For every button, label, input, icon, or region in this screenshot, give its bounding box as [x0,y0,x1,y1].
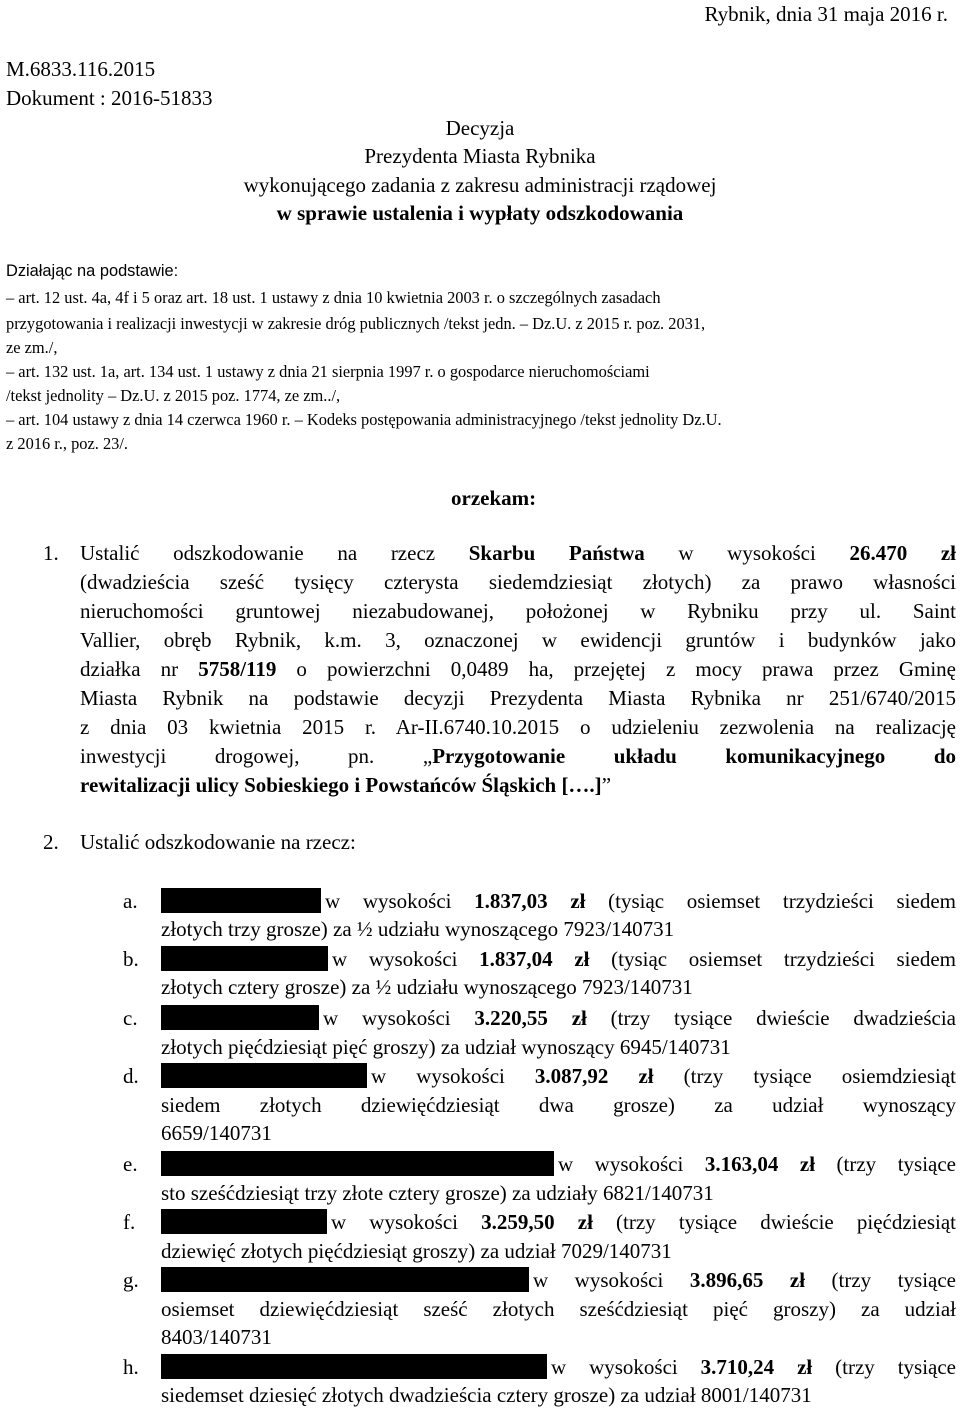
basis-line: – art. 132 ust. 1a, art. 134 ust. 1 ustawy z dnia 21 sierpnia 1997 r. o gospodarce nieruchomościami [6,362,650,381]
item-letter: e. [123,1152,138,1176]
point-1-line: działka nr 5758/119 o powierzchni 0,0489 ha, przejętej z mocy prawa przez Gminę [80,657,957,681]
item-letter: b. [123,947,139,971]
point-1-number: 1. [43,541,59,565]
item-letter: g. [123,1268,139,1292]
redaction-bar [161,1267,529,1292]
redaction-bar [161,1063,367,1088]
title-subject: w sprawie ustalenia i wypłaty odszkodowania [276,201,684,225]
item-line: siedem złotych dziewięćdziesiąt dwa grosze) za udział wynoszący [161,1093,956,1117]
redaction-bar [161,1354,547,1379]
point-1-line: (dwadzieścia sześć tysięcy czterysta siedemdziesiąt złotych) za prawo własności [80,570,956,594]
item-letter: c. [123,1006,138,1030]
item-line: osiemset dziewięćdziesiąt sześć złotych sześćdziesiąt pięć groszy) za udział [161,1297,956,1321]
item-line: w wysokości 3.163,04 zł (trzy tysiące [558,1152,956,1176]
point-1-line: rewitalizacji ulicy Sobieskiego i Powstańców Śląskich [….]” [80,773,612,797]
case-number: M.6833.116.2015 [6,57,156,81]
item-line: sto sześćdziesiąt trzy złote cztery grosze) za udziały 6821/140731 [161,1181,714,1205]
item-line: w wysokości 1.837,03 zł (tysiąc osiemset trzydzieści siedem [325,889,956,913]
item-line: 6659/140731 [161,1121,272,1145]
item-letter: d. [123,1064,139,1088]
document-number: Dokument : 2016-51833 [6,86,213,110]
point-1-line: Ustalić odszkodowanie na rzecz Skarbu Państwa w wysokości 26.470 zł [80,541,957,565]
title-capacity: wykonującego zadania z zakresu administracji rządowej [243,173,717,197]
basis-line: ze zm./, [6,338,58,357]
point-1-line: nieruchomości gruntowej niezabudowanej, położonej w Rybniku przy ul. Saint [80,599,956,623]
redaction-bar [161,1209,327,1234]
item-line: w wysokości 3.220,55 zł (trzy tysiące dwieście dwadzieścia [323,1006,956,1030]
item-line: w wysokości 1.837,04 zł (tysiąc osiemset trzydzieści siedem [332,947,956,971]
point-2-text: Ustalić odszkodowanie na rzecz: [80,830,356,854]
basis-line: – art. 12 ust. 4a, 4f i 5 oraz art. 18 ust. 1 ustawy z dnia 10 kwietnia 2003 r. o szczególnych zasadach [6,288,661,307]
basis-line: /tekst jednolity – Dz.U. z 2015 poz. 1774, ze zm../, [6,386,341,405]
point-1-line: Miasta Rybnik na podstawie decyzji Prezydenta Miasta Rybnika nr 251/6740/2015 [80,686,956,710]
item-line: w wysokości 3.896,65 zł (trzy tysiące [533,1268,956,1292]
basis-line: z 2016 r., poz. 23/. [6,434,129,453]
item-letter: f. [123,1210,136,1234]
item-line: 8403/140731 [161,1325,272,1349]
item-line: złotych trzy grosze) za ½ udziału wynoszącego 7923/140731 [161,917,675,941]
ruling-heading: orzekam: [451,486,537,510]
redaction-bar [161,1151,554,1176]
item-line: złotych cztery grosze) za ½ udziału wynoszącego 7923/140731 [161,975,693,999]
item-letter: a. [123,889,138,913]
title-authority: Prezydenta Miasta Rybnika [364,144,596,168]
redaction-bar [161,1005,319,1030]
point-2-number: 2. [43,830,59,854]
basis-line: przygotowania i realizacji inwestycji w zakresie dróg publicznych /tekst jedn. – Dz.U. z 2015 r. poz. 2031, [6,314,706,333]
basis-intro: Działając na podstawie: [6,262,179,280]
point-1-line: z dnia 03 kwietnia 2015 r. Ar-II.6740.10.2015 o udzieleniu zezwolenia na realizację [80,715,956,739]
redaction-bar [161,946,328,971]
item-line: w wysokości 3.259,50 zł (trzy tysiące dwieście pięćdziesiąt [331,1210,956,1234]
item-letter: h. [123,1355,139,1379]
point-1-line: inwestycji drogowej, pn. „Przygotowanie układu komunikacyjnego do [80,744,956,768]
item-line: siedemset dziesięć złotych dwadzieścia cztery grosze) za udział 8001/140731 [161,1383,812,1407]
title-decision: Decyzja [445,116,515,140]
item-line: w wysokości 3.087,92 zł (trzy tysiące osiemdziesiąt [371,1064,956,1088]
basis-line: – art. 104 ustawy z dnia 14 czerwca 1960 r. – Kodeks postępowania administracyjnego /tekst jednolity Dz.U. [6,410,722,429]
redaction-bar [161,888,321,913]
place-date: Rybnik, dnia 31 maja 2016 r. [704,2,948,26]
item-line: dziewięć złotych pięćdziesiąt groszy) za udział 7029/140731 [161,1239,672,1263]
item-line: złotych pięćdziesiąt pięć groszy) za udział wynoszący 6945/140731 [161,1035,731,1059]
point-1-line: Vallier, obręb Rybnik, k.m. 3, oznaczonej w ewidencji gruntów i budynków jako [80,628,956,652]
item-line: w wysokości 3.710,24 zł (trzy tysiące [551,1355,956,1379]
